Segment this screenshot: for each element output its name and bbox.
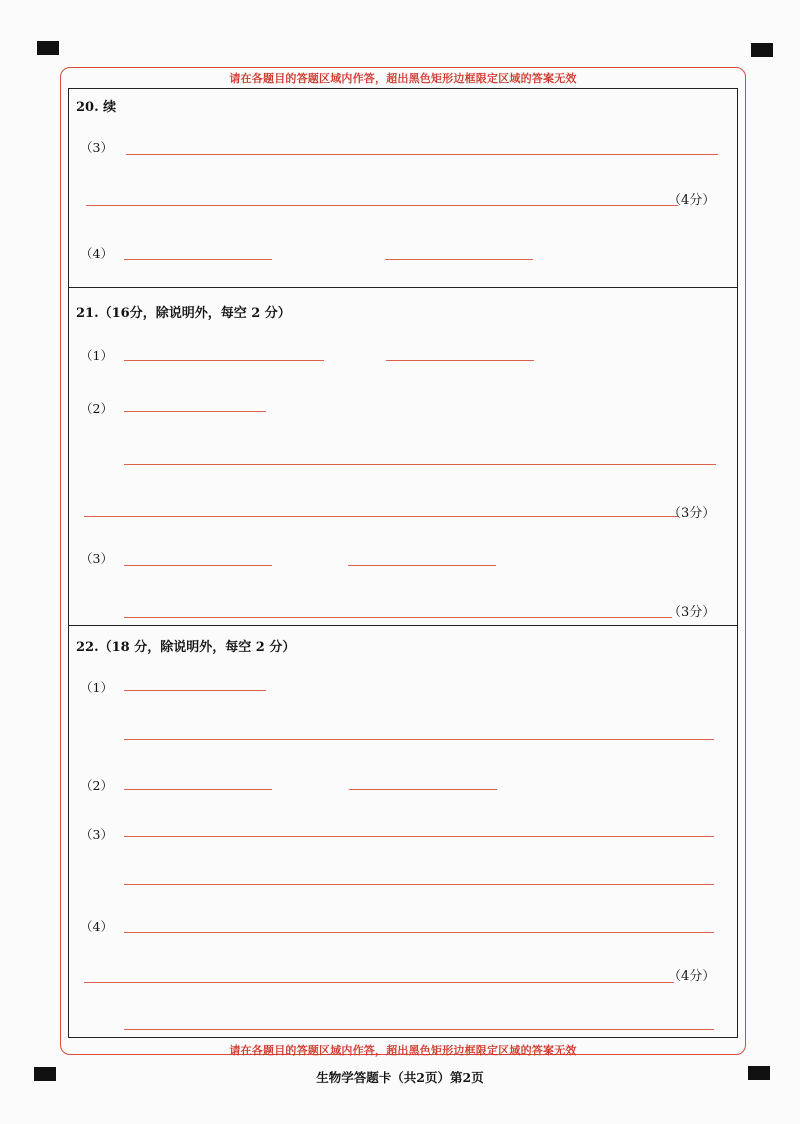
q22-part-4-blank-1[interactable] (124, 932, 714, 933)
question-22-heading: 22.（18 分，除说明外，每空 2 分） (76, 640, 296, 655)
q20-part-4-label: （4） (80, 246, 113, 261)
q22-part-1-blank-2[interactable] (124, 739, 714, 740)
q22-part-3-label: （3） (80, 827, 113, 842)
q21-part-2-blank-3[interactable] (84, 516, 678, 517)
q21-part-3-score: （3分） (668, 605, 716, 620)
registration-mark-top-left (37, 41, 59, 55)
q22-part-2-blank-1[interactable] (124, 789, 272, 790)
page-footer: 生物学答题卡（共2页）第2页 (316, 1070, 484, 1085)
q22-part-4-blank-2[interactable] (84, 982, 674, 983)
q22-part-1-label: （1） (80, 680, 113, 695)
question-21-heading: 21.（16分，除说明外，每空 2 分） (76, 306, 291, 321)
q21-part-2-blank-1[interactable] (124, 411, 266, 412)
q21-part-2-blank-2[interactable] (124, 464, 716, 465)
q22-part-4-label: （4） (80, 919, 113, 934)
q20-part-3-score: （4分） (668, 193, 716, 208)
notice-bottom: 请在各题目的答题区域内作答，超出黑色矩形边框限定区域的答案无效 (229, 1044, 577, 1057)
q20-part-3-blank-1[interactable] (126, 154, 718, 155)
q22-part-1-blank-1[interactable] (124, 690, 266, 691)
q21-part-2-score: （3分） (668, 506, 716, 521)
section-divider-21 (68, 287, 738, 288)
q20-part-4-blank-2[interactable] (385, 259, 533, 260)
section-divider-22 (68, 625, 738, 626)
q22-part-3-blank-2[interactable] (124, 884, 714, 885)
q22-part-4-score: （4分） (668, 969, 716, 984)
q22-part-3-blank-1[interactable] (124, 836, 714, 837)
q21-part-3-label: （3） (80, 551, 113, 566)
q20-part-3-label: （3） (80, 140, 113, 155)
question-20-heading: 20. 续 (76, 100, 117, 115)
q22-part-4-blank-3[interactable] (124, 1029, 714, 1030)
q21-part-3-blank-2[interactable] (348, 565, 496, 566)
q21-part-3-blank-3[interactable] (124, 617, 672, 618)
q22-part-2-blank-2[interactable] (349, 789, 497, 790)
q21-part-1-blank-2[interactable] (386, 360, 534, 361)
q21-part-1-blank-1[interactable] (124, 360, 324, 361)
q20-part-3-blank-2[interactable] (86, 205, 678, 206)
q20-part-4-blank-1[interactable] (124, 259, 272, 260)
q21-part-3-blank-1[interactable] (124, 565, 272, 566)
q21-part-1-label: （1） (80, 348, 113, 363)
answer-area-black-border (68, 88, 738, 1038)
q21-part-2-label: （2） (80, 401, 113, 416)
notice-top: 请在各题目的答题区域内作答，超出黑色矩形边框限定区域的答案无效 (229, 72, 577, 85)
q22-part-2-label: （2） (80, 778, 113, 793)
registration-mark-top-right (751, 43, 773, 57)
